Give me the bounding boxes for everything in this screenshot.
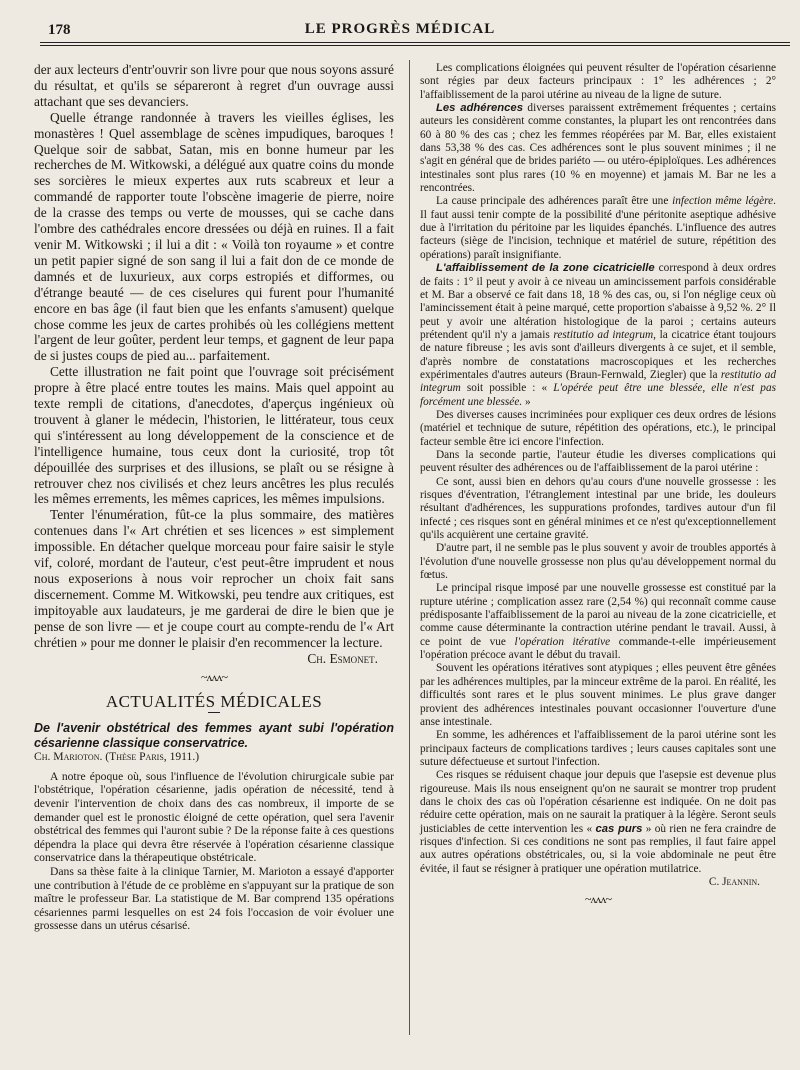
article-paragraph: Ce sont, aussi bien en dehors qu'au cours d'une nouvelle grossesse : les risques d'éventration, l'étranglement intestinal par une bride, les douleurs résultant d'adhérences, les suppurations profondes, tardives autour d'un fil infecté ; ces risques sont en général minimes et ce n'est qu'exceptionnellement qu'ils acquièrent une certaine gravité. [420, 475, 776, 542]
right-column [420, 62, 776, 911]
page-header [0, 0, 800, 44]
article-paragraph: Dans la seconde partie, l'auteur étudie les diverses complications qui peuvent résulter des adhérences ou de l'affaiblissement de la paroi utérine : [420, 448, 776, 475]
page-number: 178 [48, 22, 71, 38]
column-divider [409, 60, 410, 1035]
review-paragraph: Tenter l'énumération, fût-ce la plus sommaire, des matières contenues dans l'« Art chrétien et ses licences » est simplement impossible. En détacher quelque morceau pour faire saisir le style vif, coloré, mordant de l'auteur, c'est peut-être imprudent et nous nous exposerions à nous voir reprocher un choix fait sans discernement. Comme M. Witkowski, peu tendre aux critiques, est impitoyable aux laudateurs, je me garderai de dire le bien que je pense de son livre — et je coupe court au compte-rendu de l'« Art chrétien » pour me donner le plaisir d'en recommencer la lecture. [34, 507, 394, 650]
end-ornament: ~ʌʌʌ~ [585, 892, 611, 907]
header-rule-bottom [40, 45, 790, 46]
article-paragraph: Les adhérences diverses paraissent extrêmement fréquentes ; certains auteurs les considèrent comme constantes, la plupart les ont rencontrées dans 60 à 80 % des cas ; chez les femmes réopérées par M. Bar, elles existaient dans 53,38 % des cas. Ces adhérences sont le plus souvent minimes ; il ne s'agit en général que de brides pariéto — ou utéro-épiploïques. Les adhérences intestinales sont plus rares (10 % en moyenne) et jamais M. Bar ne les a rencontrées. [420, 102, 776, 195]
article-title: De l'avenir obstétrical des femmes ayant subi l'opération césarienne classique conservatrice. [34, 721, 394, 750]
article-paragraph: L'affaiblissement de la zone cicatricielle correspond à deux ordres de faits : 1° il peut y avoir à ce niveau un amincissement parfois considérable et M. Bar a observé ce fait dans 18, 18 % des cas, ou, si l'on néglige ceux où l'amincissement était à peine marqué, cette proportion s'abaisse à 9,52 %. 2° Il peut y avoir une altération histologique de la paroi ; certains auteurs prétendent qu'il n'y a jamais restitutio ad integrum, la cicatrice étant toujours de nature fibreuse ; les avis sont d'ailleurs divergents à ce sujet, et il semble, d'après nombre de constatations macroscopiques et les recherches expérimentales d'autres auteurs (Braun-Fernwald, Ziegler) que la restitutio ad integrum soit possible : « L'opérée peut être une blessée, elle n'est pas forcément une blessée. » [420, 262, 776, 408]
article-paragraph: Des diverses causes incriminées pour expliquer ces deux ordres de lésions (matériel et technique de suture, répétition des opérations, etc.), le principal facteur semble être ici encore l'infection. [420, 408, 776, 448]
section-title: ACTUALITÉS MÉDICALES [105, 692, 323, 712]
review-paragraph: Quelle étrange randonnée à travers les vieilles églises, les monastères ! Quel assemblage de scènes impudiques, baroques ! Quelque soir de sabbat, Satan, mis en bonne humeur par les recherches de M. Witkowski, a délégué aux quatre coins du monde ses sorcières le mieux expertes aux ruts scabreux et leur a commandé de rapporter toute l'obscène imagerie de pierre, noire de la crasse des temps ou verte de mousses, qui se cache dans l'ombre des cathédrales encore dressées ou déjà en ruines. Il a fait venir M. Witkowski ; il lui a dit : « Voilà ton royaume » et contre un petit papier signé de son sang il lui a fait don de ce monde de damnés et de luxurieux, aux corps estropiés et difformes, ou d'étrange beauté — de ces ciselures qui furent pour l'humanité encore en bas âge (il faut bien que les enfants s'amusent) quelque chose comme les jeux de cartes prohibés où les collégiens mettent l'argent de leur goûter, perdent leur temps, et gagnent de leur papa de si justes coups de pied au... parfaitement. [34, 109, 394, 364]
section-ornament: ~ʌʌʌ~ [201, 670, 227, 685]
article-paragraph: Les complications éloignées qui peuvent résulter de l'opération césarienne sont régies par deux facteurs principaux : 1° les adhérences ; 2° l'affaiblissement de la paroi utérine au niveau de la ligne de suture. [420, 62, 776, 101]
article-paragraph: La cause principale des adhérences paraît être une infection même légère. Il faut aussi tenir compte de la possibilité d'une péritonite aseptique adhésive due à l'irritation du péritoine par les liquides épanchés. L'influence des autres facteurs (siège de l'incision, technique et matériel de suture, répétition des opérations) paraît insignifiante. [420, 195, 776, 261]
review-signature: Ch. Esmonet. [307, 650, 378, 666]
review-paragraph: Cette illustration ne fait point que l'ouvrage soit précisément propre à être placé entre toutes les mains. Mais quel appoint au texte rempli de citations, d'anecdotes, d'aperçus ingénieux où trouvent à glaner le médecin, l'historien, le littérateur, tous ceux qui s'intéressent au long développement de la conscience et de l'intelligence humaine, tous ceux dont la curiosité, trop tôt dépouillée des surprises et des illusions, se plaît ou se résigne à retrouver chez nos civilisés et chez leurs ancêtres les plus reculés les mêmes errements, les mêmes caprices, les mêmes impulsions. [34, 364, 394, 507]
article-paragraph: Le principal risque imposé par une nouvelle grossesse est constitué par la rupture utérine ; complication assez rare (2,54 %) qui reconnaît comme cause prédisposante l'affaiblissement de la paroi au niveau de la zone cicatricielle, et comme cause déterminante la contraction utérine pendant le travail. Aussi, à ce point de vue l'opération itérative commande-t-elle impérieusement l'opération précoce avant le début du travail. [420, 582, 776, 662]
subhead-affaiblissement: L'affaiblissement de la zone cicatricielle [436, 262, 655, 275]
cas-purs-emphasis: cas purs [595, 822, 643, 835]
article-paragraph: Souvent les opérations itératives sont atypiques ; elles peuvent être gênées par les adhérences multiples, par la minceur extrême de la paroi. En réalité, les difficultés sont rares et le plus souvent minimes. Le plus grave danger provient des adhérences intestinales pouvant occasionner l'ouverture d'une anse intestinale. [420, 662, 776, 728]
article-paragraph: Ces risques se réduisent chaque jour depuis que l'asepsie est devenue plus rigoureuse. Mais ils nous enseignent qu'on ne saurait se montrer trop prudent dans le choix des cas où l'opération césarienne est indiquée. On ne doit pas réduire cette opération, mais on ne saurait la pratiquer à la légère. Seront seuls justiciables de cette intervention les « cas purs » où rien ne fera craindre de risques d'infection. Si ces conditions ne sont pas remplies, il faut faire appel aux autres opérations obstétricales, ou, si la voie abdominale ne peut être évitée, il faut se résigner à pratiquer une opération mutilatrice. [420, 769, 777, 875]
article-paragraph: D'autre part, il ne semble pas le plus souvent y avoir de troubles apportés à l'évolution d'une nouvelle grossesse non plus qu'au développement normal du fœtus. [420, 542, 776, 582]
article-paragraph: A notre époque où, sous l'influence de l'évolution chirurgicale subie par l'obstétrique, l'opération césarienne, jadis opération de nécessité, tend à devenir l'intervention de choix dans des cas nombreux, il importe de se demander quel est le pronostic éloigné de cette opération, quel sera l'avenir obstétrical des femmes qui l'auront subie ? De la réponse faite à ces questions dépendra la place qui devra être réservée à l'opération césarienne classique conservatrice dans la thérapeutique obstétricale. [34, 769, 394, 865]
article-paragraph: En somme, les adhérences et l'affaiblissement de la paroi utérine sont les principaux facteurs de complications tardives ; leurs causes capitales sont une suture défectueuse et surtout l'infection. [420, 729, 776, 768]
left-column [34, 62, 394, 933]
article-paragraph: Dans sa thèse faite à la clinique Tarnier, M. Marioton a essayé d'apporter une contribution à l'étude de ce problème en s'appuyant sur la pratique de son maître le professeur Bar. La statistique de M. Bar comprend 135 opérations césariennes parmi lesquelles on est 24 fois l'occasion de voir évoluer une grossesse dans un utérus césarisé. [34, 865, 394, 933]
article-byline: Ch. Marioton. (Thèse Paris, 1911.) [34, 750, 200, 764]
article-signature: C. Jeannin. [708, 875, 760, 888]
subhead-adherences: Les adhérences [436, 102, 523, 115]
section-rule [208, 712, 220, 713]
header-rule-top [40, 42, 790, 43]
review-paragraph: der aux lecteurs d'entr'ouvrir son livre pour que nous soyons assuré du résultat, et qu'ils se sépareront à regret d'un ouvrage aussi attachant que ses devanciers. [34, 62, 394, 109]
journal-title: LE PROGRÈS MÉDICAL [304, 21, 496, 37]
